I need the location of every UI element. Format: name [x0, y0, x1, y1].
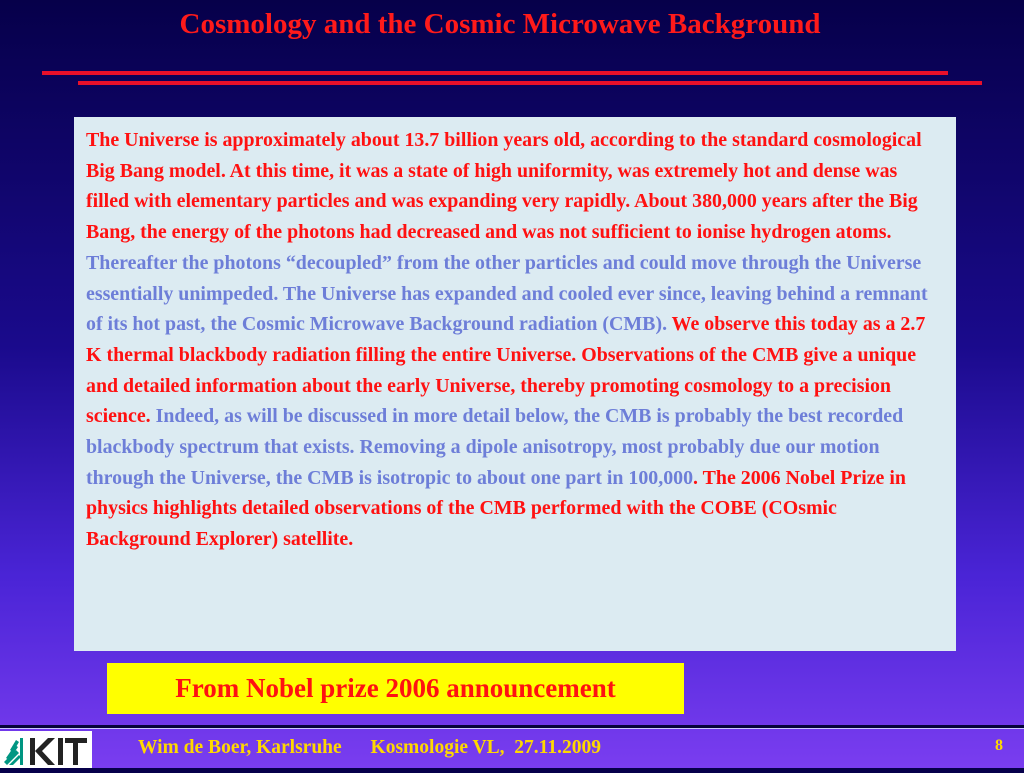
body-text-segment: . The 2006 Nobel Prize in physics highlights detailed observations of the CMB performed with the COBE (COsmic Background Explorer) satellite.: [86, 466, 906, 551]
body-text-segment: The Universe is approximately about 13.7 billion years old, according to the standard cosmological Big Bang model. At this time, it was a state of high uniformity, was extremely hot and dense was filled with elementary particles and was expanding very rapidly. About 380,000 years after the Big Bang, the energy of the photons had decreased and was not sufficient to ionise hydrogen atoms.: [86, 129, 922, 244]
source-caption: From Nobel prize 2006 announcement: [107, 663, 684, 714]
page-number: 8: [995, 737, 1003, 754]
title-underline: [42, 71, 948, 75]
body-text-segment: Thereafter the photons “decoupled” from the other particles and could move through the Universe essentially unimpeded. The Universe has expanded and cooled ever since, leaving behind a remnant of its hot past, the Cosmic Microwave Background radiation (CMB).: [86, 251, 928, 336]
kit-logo-letters: [30, 738, 87, 765]
body-text-segment: We observe this today as a 2.7 K thermal blackbody radiation filling the entire Universe. Observations of the CMB give a unique and detailed information about the early Universe, thereby promoting cosmology to a precision science.: [86, 313, 926, 428]
kit-logo-mark: [4, 738, 23, 765]
kit-logo: [0, 731, 92, 768]
body-text-box: [74, 117, 956, 651]
body-text-segment: Indeed, as will be discussed in more detail below, the CMB is probably the best recorded blackbody spectrum that exists. Removing a dipole anisotropy, most probably due our motion through the Universe, the CMB is isotropic to about one part in 100,000: [86, 405, 904, 489]
footer-course: Kosmologie VL, 27.11.2009: [370, 737, 601, 758]
footer-divider-highlight: [0, 728, 1024, 729]
title-underline-offset: [78, 81, 982, 85]
footer-text: [138, 737, 601, 759]
footer-author: Wim de Boer, Karlsruhe: [138, 737, 342, 758]
slide-title: Cosmology and the Cosmic Microwave Background: [179, 8, 821, 40]
